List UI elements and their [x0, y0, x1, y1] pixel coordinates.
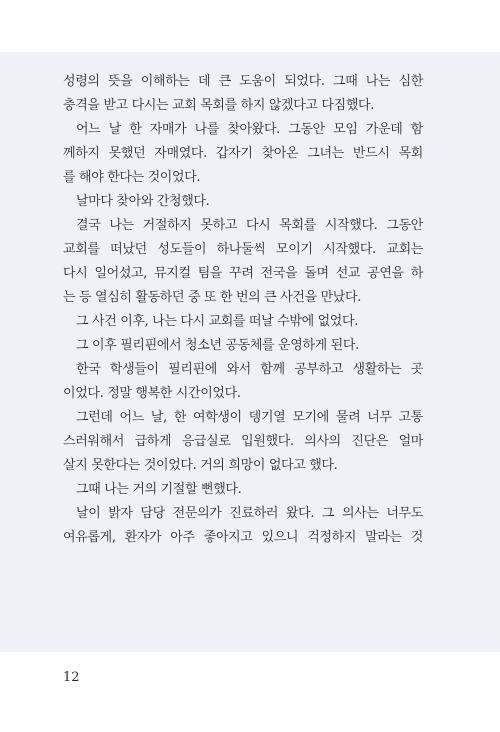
text-line: 결국 나는 거절하지 못하고 다시 목회를 시작했다. 그동안 — [76, 218, 423, 233]
text-line: 날이 밝자 담당 전문의가 진료하러 왔다. 그 의사는 너무도 — [76, 506, 423, 521]
text-line: 그 이후 필리핀에서 청소년 공동체를 운영하게 된다. — [76, 338, 359, 353]
text-line: 그런데 어느 날, 한 여학생이 뎅기열 모기에 물려 너무 고통 — [76, 410, 423, 425]
text-line: 를 해야 한다는 것이었다. — [63, 170, 201, 185]
text-line: 살지 못한다는 것이었다. 거의 희망이 없다고 했다. — [63, 458, 338, 473]
text-line: 그때 나는 거의 기절할 뻔했다. — [76, 482, 242, 497]
text-line: 다시 일어섰고, 뮤지컬 팀을 꾸려 전국을 돌며 선교 공연을 하 — [63, 266, 423, 281]
text-line: 충격을 받고 다시는 교회 목회를 하지 않겠다고 다짐했다. — [63, 98, 375, 113]
text-line: 는 등 열심히 활동하던 중 또 한 번의 큰 사건을 만났다. — [63, 290, 361, 305]
text-line: 그 사건 이후, 나는 다시 교회를 떠날 수밖에 없었다. — [76, 314, 358, 329]
text-line: 스러워해서 급하게 응급실로 입원했다. 의사의 진단은 얼마 — [63, 434, 423, 449]
text-line: 이었다. 정말 행복한 시간이었다. — [63, 386, 241, 401]
text-line: 여유롭게, 환자가 아주 좋아지고 있으니 걱정하지 말라는 것 — [63, 530, 423, 545]
text-line: 날마다 찾아와 간청했다. — [76, 194, 210, 209]
text-line: 교회를 떠났던 성도들이 하나둘씩 모이기 시작했다. 교회는 — [63, 242, 423, 257]
text-line: 께하지 못했던 자매였다. 갑자기 찾아온 그녀는 반드시 목회 — [63, 146, 423, 161]
page-number: 12 — [63, 670, 80, 685]
text-line: 성령의 뜻을 이해하는 데 큰 도움이 되었다. 그때 나는 심한 — [63, 74, 423, 89]
body-text — [63, 70, 423, 550]
text-line: 한국 학생들이 필리핀에 와서 함께 공부하고 생활하는 곳 — [76, 362, 423, 377]
text-line: 어느 날 한 자매가 나를 찾아왔다. 그동안 모임 가운데 함 — [76, 122, 423, 137]
